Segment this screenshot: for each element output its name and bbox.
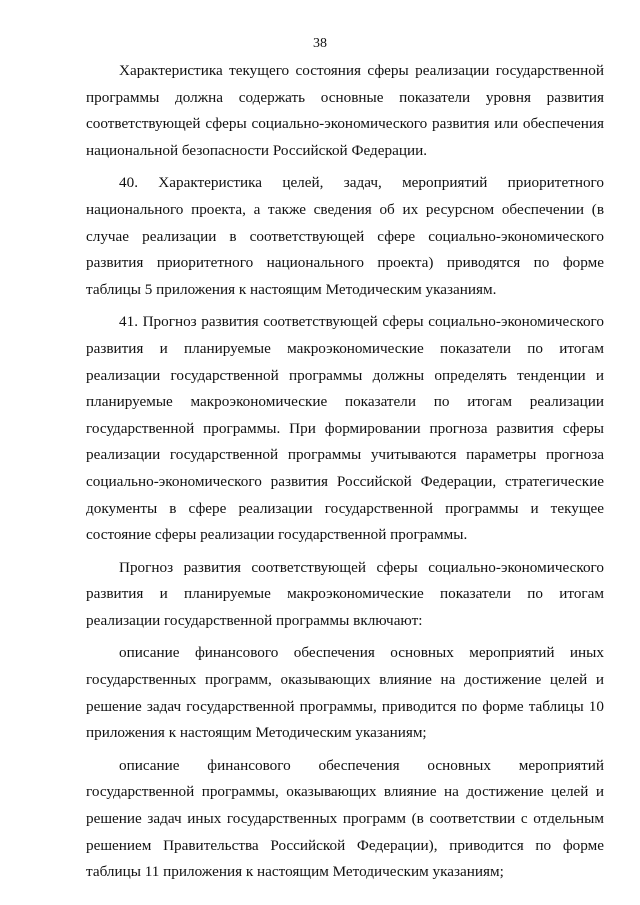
paragraph-current-state: Характеристика текущего состояния сферы реализации государственной программы должна содержать основные показатели уровня развития соответствующей сферы социально-экономического развития или обеспечения национальной безопасности Российской Федерации. — [86, 62, 604, 159]
paragraph-41: 41. Прогноз развития соответствующей сферы социально-экономического развития и планируемые макроэкономические показатели по итогам реализации государственной программы должны определять тенденции и планируемые макроэкономические показатели по итогам реализации государственной программы. При формировании прогноза развития сферы реализации государственной программы учитываются параметры прогноза социально-экономического развития Российской Федерации, стратегические документы в сфере реализации государственной программы и текущее состояние сферы реализации государственной программы. — [86, 313, 604, 544]
paragraph-financing-state-program: описание финансового обеспечения основных мероприятий государственной программы, оказывающих влияние на достижение целей и решение задач иных государственных программ (в соответствии с отдельным решением Правительства Российской Федерации), приводится по форме таблицы 11 приложения к настоящим Методическим указаниям; — [86, 756, 604, 881]
paragraph-forecast-includes: Прогноз развития соответствующей сферы социально-экономического развития и планируемые макроэкономические показатели по итогам реализации государственной программы включают: — [86, 558, 604, 629]
paragraph-40: 40. Характеристика целей, задач, мероприятий приоритетного национального проекта, а также сведения об их ресурсном обеспечении (в случае реализации в соответствующей сфере социально-экономического развития приоритетного национального проекта) приводятся по форме таблицы 5 приложения к настоящим Методическим указаниям. — [86, 174, 604, 298]
document-body — [86, 58, 604, 886]
page-number: 38 — [313, 36, 327, 51]
paragraph-financing-other-programs: описание финансового обеспечения основных мероприятий иных государственных программ, оказывающих влияние на достижение целей и решение задач государственной программы, приводится по форме таблицы 10 приложения к настоящим Методическим указаниям; — [86, 644, 604, 742]
